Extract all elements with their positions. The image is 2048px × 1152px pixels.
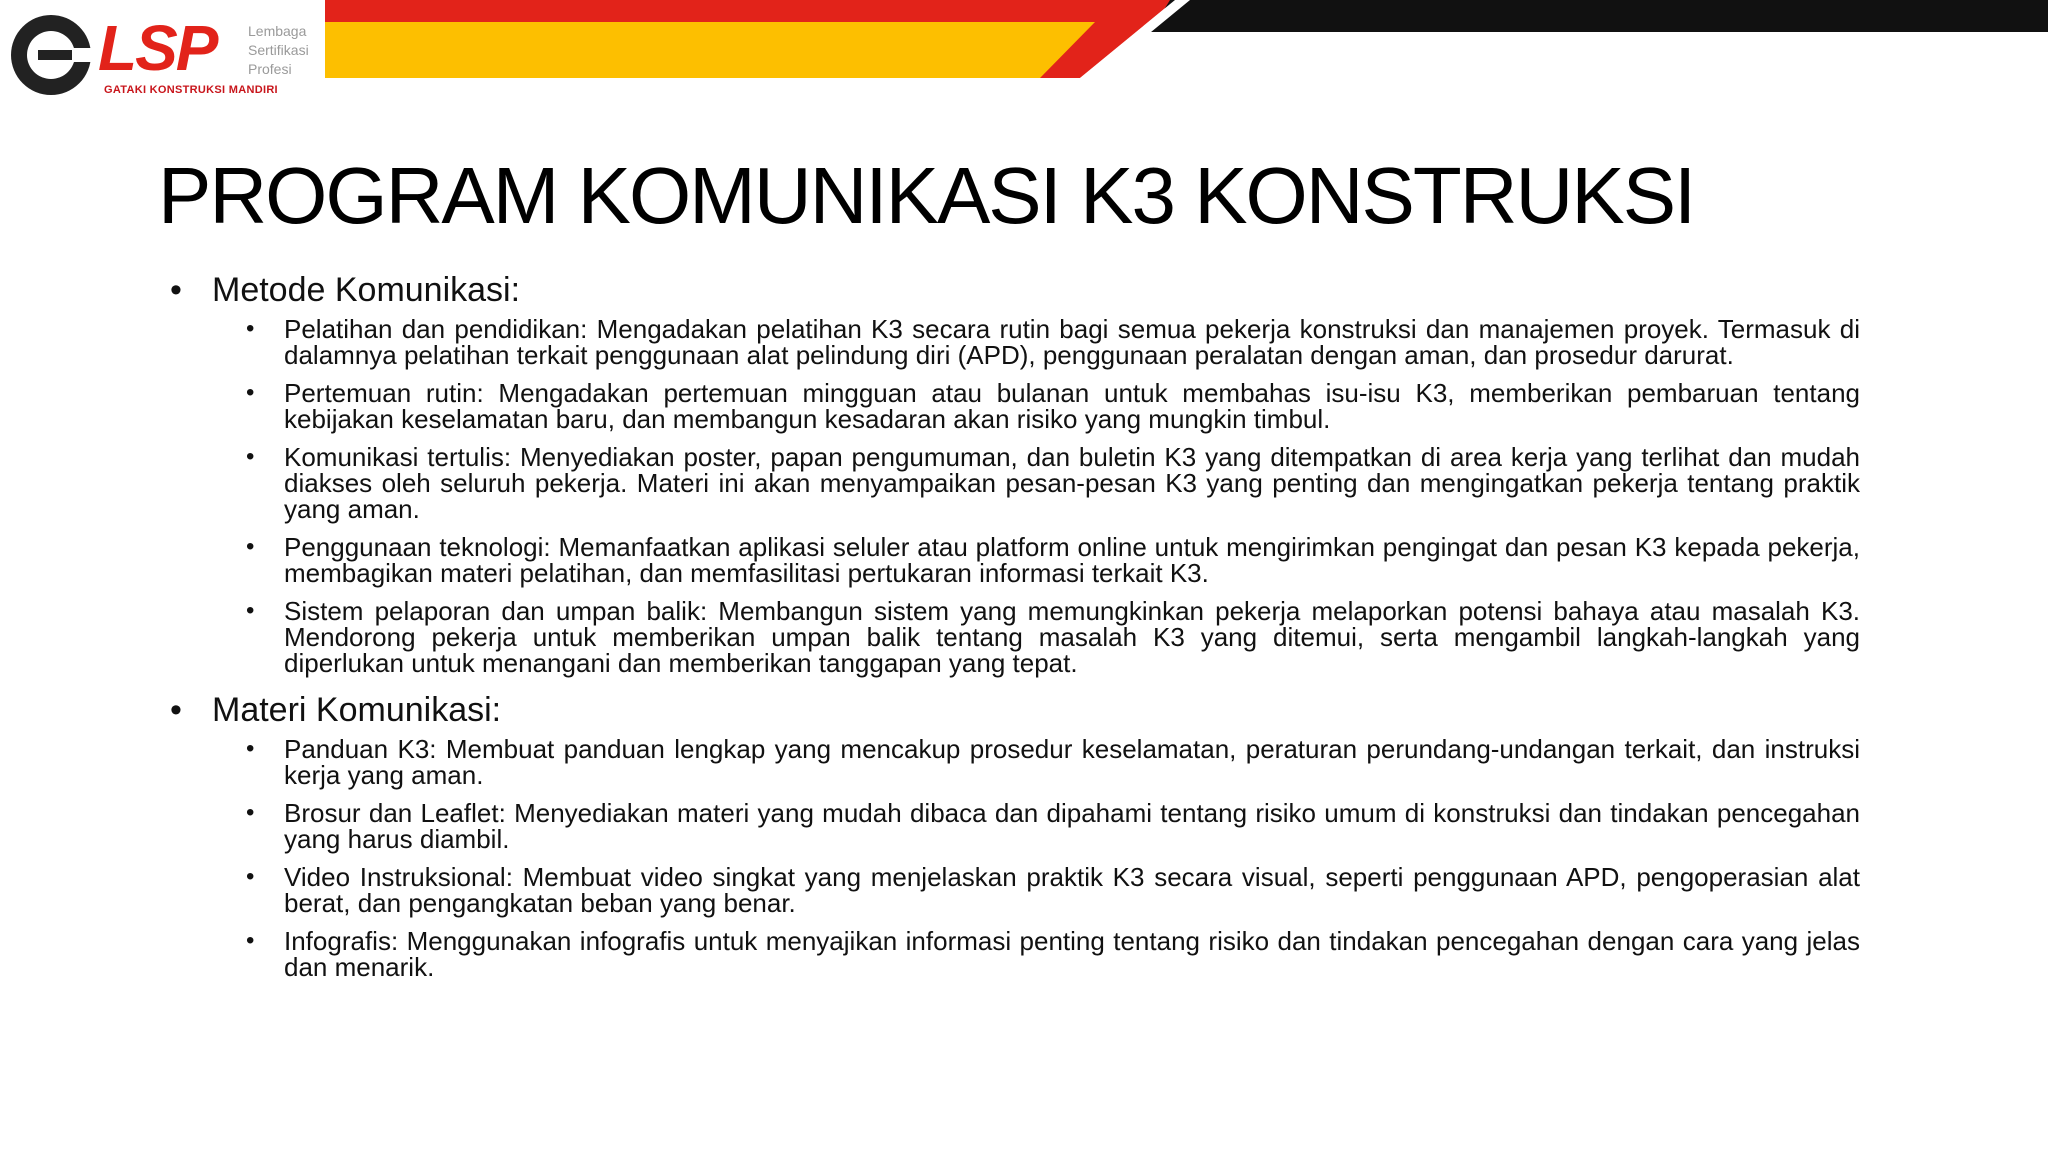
bullet-icon: • (246, 863, 255, 890)
list-item-text: Pelatihan dan pendidikan: Mengadakan pelatihan K3 secara rutin bagi semua pekerja konstruksi dan manajemen proyek. Termasuk di dalamnya pelatihan terkait penggunaan alat pelindung diri (APD), penggunaan peralatan dengan aman, dan prosedur darurat. (284, 314, 1860, 370)
list-item-text: Panduan K3: Membuat panduan lengkap yang mencakup prosedur keselamatan, peraturan perundang-undangan terkait, dan instruksi kerja yang aman. (284, 734, 1860, 790)
logo-side-line: Lembaga (248, 23, 307, 39)
logo-side-text (248, 22, 309, 79)
lsp-logo-icon (8, 12, 94, 98)
slide-content (170, 268, 1860, 992)
bullet-icon: • (246, 315, 255, 342)
page-title: PROGRAM KOMUNIKASI K3 KONSTRUKSI (158, 151, 1695, 240)
section-metode (170, 268, 1860, 676)
list-item (246, 380, 1860, 432)
logo-subtitle: GATAKI KONSTRUKSI MANDIRI (104, 84, 278, 96)
list-item-text: Sistem pelaporan dan umpan balik: Membangun sistem yang memungkinkan pekerja melaporkan potensi bahaya atau masalah K3. Mendorong pekerja untuk memberikan umpan balik tentang masalah K3 yang ditemui, serta mengambil langkah-langkah yang diperlukan untuk menangani dan memberikan tanggapan yang tepat. (284, 596, 1860, 678)
section-heading-text: Materi Komunikasi: (212, 691, 502, 729)
list-item-text: Komunikasi tertulis: Menyediakan poster, papan pengumuman, dan buletin K3 yang ditempatkan di area kerja yang terlihat dan mudah diakses oleh seluruh pekerja. Materi ini akan menyampaikan pesan-pesan K3 yang penting dan mengingatkan pekerja tentang praktik yang aman. (284, 442, 1860, 524)
bullet-icon: • (170, 271, 182, 309)
bullet-icon: • (246, 379, 255, 406)
list-item (246, 534, 1860, 586)
list-item-text: Infografis: Menggunakan infografis untuk menyajikan informasi penting tentang risiko dan tindakan pencegahan dengan cara yang jelas dan menarik. (284, 926, 1860, 982)
bullet-icon: • (246, 735, 255, 762)
section-heading (170, 688, 1860, 732)
banner-black-stripe (1150, 0, 2048, 32)
list-item (246, 928, 1860, 980)
list-item (246, 736, 1860, 788)
banner-yellow-stripe (325, 22, 1095, 78)
lsp-logo (8, 12, 328, 102)
list-item-text: Penggunaan teknologi: Memanfaatkan aplikasi seluler atau platform online untuk mengirimkan pengingat dan pesan K3 kepada pekerja, membagikan materi pelatihan, dan memfasilitasi pertukaran informasi terkait K3. (284, 532, 1860, 588)
section-heading (170, 268, 1860, 312)
bullet-icon: • (246, 927, 255, 954)
logo-side-line: Profesi (248, 61, 292, 77)
section-item-list (170, 316, 1860, 676)
bullet-icon: • (246, 799, 255, 826)
bullet-icon: • (170, 691, 182, 729)
list-item (246, 316, 1860, 368)
list-item (246, 444, 1860, 522)
list-item-text: Brosur dan Leaflet: Menyediakan materi yang mudah dibaca dan dipahami tentang risiko umum di konstruksi dan tindakan pencegahan yang harus diambil. (284, 798, 1860, 854)
logo-side-line: Sertifikasi (248, 42, 309, 58)
bullet-icon: • (246, 597, 255, 624)
list-item-text: Pertemuan rutin: Mengadakan pertemuan mingguan atau bulanan untuk membahas isu-isu K3, memberikan pembaruan tentang kebijakan keselamatan baru, dan membangun kesadaran akan risiko yang mungkin timbul. (284, 378, 1860, 434)
section-heading-text: Metode Komunikasi: (212, 271, 521, 309)
bullet-icon: • (246, 533, 255, 560)
list-item (246, 598, 1860, 676)
list-item (246, 864, 1860, 916)
bullet-icon: • (246, 443, 255, 470)
list-item-text: Video Instruksional: Membuat video singkat yang menjelaskan praktik K3 secara visual, seperti penggunaan APD, pengoperasian alat berat, dan pengangkatan beban yang benar. (284, 862, 1860, 918)
section-item-list (170, 736, 1860, 980)
logo-brand: LSP (98, 12, 217, 84)
section-materi (170, 688, 1860, 980)
list-item (246, 800, 1860, 852)
